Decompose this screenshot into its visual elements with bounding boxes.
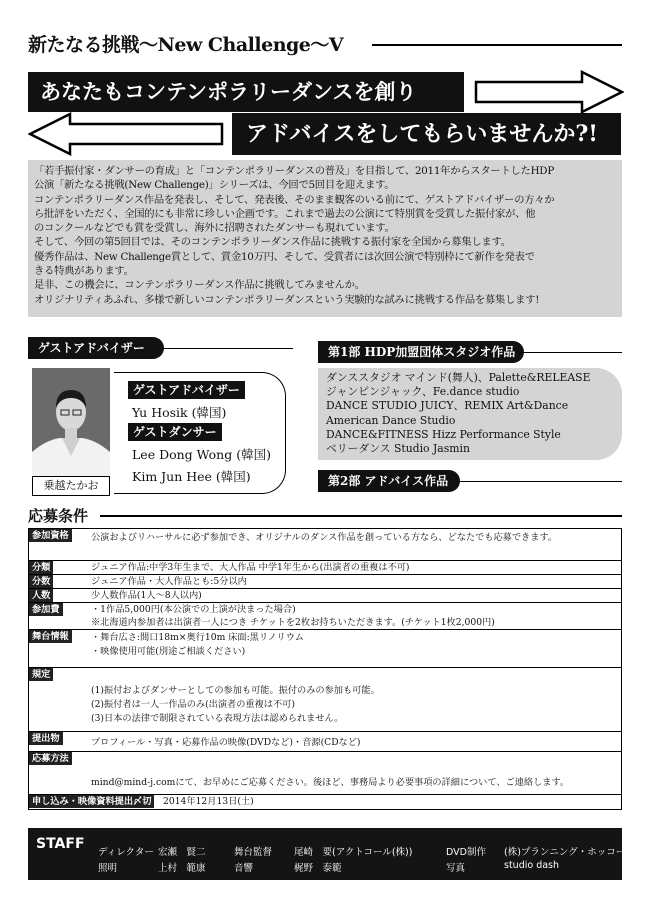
requirement-row: [29, 752, 621, 795]
intro-line: 優秀作品は、New Challenge賞として、賞金10万円、そして、受賞者には次回公演で特別枠にて新作を発表で: [34, 250, 535, 263]
intro-line: 公演「新たなる挑戦(New Challenge)」シリーズは、今回で5回目を迎えます。: [34, 179, 395, 192]
requirement-row: [29, 668, 621, 732]
requirement-value: ジュニア作品:中学3年生まで、大人作品 中学1年生から(出演者の重複は不可): [91, 562, 410, 573]
guest-dancer-name: Kim Jun Hee (韓国): [132, 469, 251, 484]
requirement-label: 応募方法: [29, 752, 72, 765]
requirement-value: プロフィール・写真・応募作品の映像(DVDなど)・音源(CDなど): [91, 737, 361, 748]
requirement-value: mind@mind-j.comにて、お早めにご応募ください。後ほど、事務局より必要事項の詳細について、ご連絡します。: [91, 777, 570, 788]
guest-info-box: [114, 372, 286, 494]
requirement-value: (3)日本の法律で制限されている表現方法は認められません。: [91, 713, 344, 724]
part2-heading: 第2部 アドバイス作品: [318, 470, 460, 492]
requirement-label: 参加費: [29, 603, 63, 616]
staff-title: STAFF: [36, 836, 85, 852]
requirements-table: [28, 528, 622, 810]
staff-name: 尾崎 要(アクトコール(株)): [294, 847, 413, 858]
staff-role: DVD制作: [446, 847, 486, 858]
part1-heading: 第1部 HDP加盟団体スタジオ作品: [318, 341, 524, 363]
requirements-title: 応募条件: [28, 507, 89, 525]
deadline-value: 2014年12月13日(土): [163, 796, 254, 807]
photo-caption: 乗越たかお: [32, 476, 110, 496]
intro-line: 「若手振付家・ダンサーの育成」と「コンテンポラリーダンスの普及」を目指して、2011年からスタートしたHDP: [34, 165, 554, 177]
requirement-label: 申し込み・映像資料提出〆切: [29, 795, 154, 808]
studio-list: [318, 368, 622, 460]
requirement-label: 参加資格: [29, 529, 72, 542]
requirement-label: 人数: [29, 589, 53, 602]
intro-line: オリジナリティあふれ、多様で新しいコンテンポラリーダンスという実験的な試みに挑戦する作品を募集します!: [34, 293, 540, 306]
left-arrow-icon: [28, 112, 224, 156]
requirement-row: [29, 795, 621, 809]
requirement-row: [29, 630, 621, 668]
staff-role: ディレクター: [98, 847, 154, 858]
staff-name: (株)プランニング・ホッコー: [504, 847, 626, 858]
intro-line: のコンクールなどでも賞を受賞し、海外に招聘されたダンサーも現れています。: [34, 222, 395, 235]
section-rule: [520, 352, 622, 353]
studio-item: ダンススタジオ マインド(舞人)、Palette&RELEASE: [326, 371, 591, 384]
advisor-photo: [32, 368, 110, 476]
studio-item: DANCE STUDIO JUICY、REMIX Art&Dance: [326, 399, 569, 413]
requirement-label: 分数: [29, 575, 53, 588]
headline-banner-1: あなたもコンテンポラリーダンスを創り: [28, 72, 464, 112]
requirement-value: ・舞台広さ:間口18m×奥行10m 床面:黒リノリウム: [91, 632, 304, 643]
studio-item: DANCE&FITNESS Hizz Performance Style: [326, 427, 561, 441]
intro-line: そして、今回の第5回目では、そのコンテンポラリーダンス作品に挑戦する振付家を全国から募集します。: [34, 236, 511, 249]
page-title: 新たなる挑戦〜New Challenge〜V: [28, 34, 344, 56]
intro-box: [28, 160, 622, 317]
right-arrow-icon: [474, 70, 624, 114]
section-rule: [160, 348, 293, 349]
requirement-row: [29, 732, 621, 752]
requirement-label: 分類: [29, 561, 53, 574]
staff-role: 舞台監督: [234, 847, 273, 858]
requirement-row: [29, 603, 621, 630]
requirement-row: [29, 529, 621, 561]
requirement-value: (1)振付およびダンサーとしての参加も可能。振付のみの参加も可能。: [91, 685, 380, 696]
requirement-value: ・1作品5,000円(本公演での上演が決まった場合): [91, 604, 296, 615]
guest-advisor-heading: ゲストアドバイザー: [28, 337, 164, 359]
intro-line: 是非、この機会に、コンテンポラリーダンス作品に挑戦してみませんか。: [34, 279, 365, 292]
requirement-label: 規定: [29, 668, 53, 681]
staff-role: 照明: [98, 863, 118, 874]
requirement-row: [29, 561, 621, 575]
requirement-value: (2)振付者は一人一作品のみ(出演者の重複は不可): [91, 699, 295, 710]
requirement-value: ※北海道内参加者は出演者一人につき チケットを2枚お持ちいただきます。(チケット1枚2,000円): [91, 617, 495, 628]
staff-role: 音響: [234, 863, 254, 874]
studio-item: American Dance Studio: [326, 413, 456, 427]
guest-advisor-label: ゲストアドバイザー: [128, 381, 245, 399]
guest-dancer-name: Lee Dong Wong (韓国): [132, 447, 271, 462]
staff-role: 写真: [446, 863, 466, 874]
requirements-rule: [100, 515, 622, 517]
studio-item: ベリーダンス Studio Jasmin: [326, 442, 470, 456]
intro-line: ら批評をいただく、全国的にも非常に珍しい企画です。これまで過去の公演にて特別賞を受賞した振付家が、他: [34, 207, 536, 220]
guest-dancer-label: ゲストダンサー: [128, 423, 222, 441]
requirement-value: 公演およびリハーサルに必ず参加でき、オリジナルのダンス作品を創っている方なら、どなたでも応募できます。: [91, 532, 558, 543]
intro-line: コンテンポラリーダンス作品を発表し、そして、発表後、そのまま観客のいる前にて、ゲストアドバイザーの方々か: [34, 193, 555, 206]
guest-advisor-name: Yu Hosik (韓国): [132, 405, 227, 420]
staff-name: 上村 範康: [158, 863, 206, 874]
requirement-value: 少人数作品(1人〜8人以内): [91, 590, 202, 601]
staff-panel: [28, 828, 626, 880]
intro-line: きる特典があります。: [34, 265, 134, 278]
requirement-label: 舞台情報: [29, 630, 72, 643]
requirement-value: ・映像使用可能(別途ご相談ください): [91, 646, 246, 657]
staff-name: studio dash: [504, 860, 560, 871]
requirement-value: ジュニア作品・大人作品とも:5分以内: [91, 576, 247, 587]
staff-name: 梶野 泰範: [294, 863, 342, 874]
requirement-label: 提出物: [29, 732, 63, 745]
requirement-row: [29, 589, 621, 603]
title-rule: [372, 44, 622, 46]
section-rule: [456, 481, 622, 482]
staff-name: 宏瀬 賢二: [158, 847, 206, 858]
requirement-row: [29, 575, 621, 589]
studio-item: ジャンピンジャック、Fe.dance studio: [326, 385, 520, 399]
headline-banner-2: アドバイスをしてもらいませんか?!: [232, 113, 621, 155]
